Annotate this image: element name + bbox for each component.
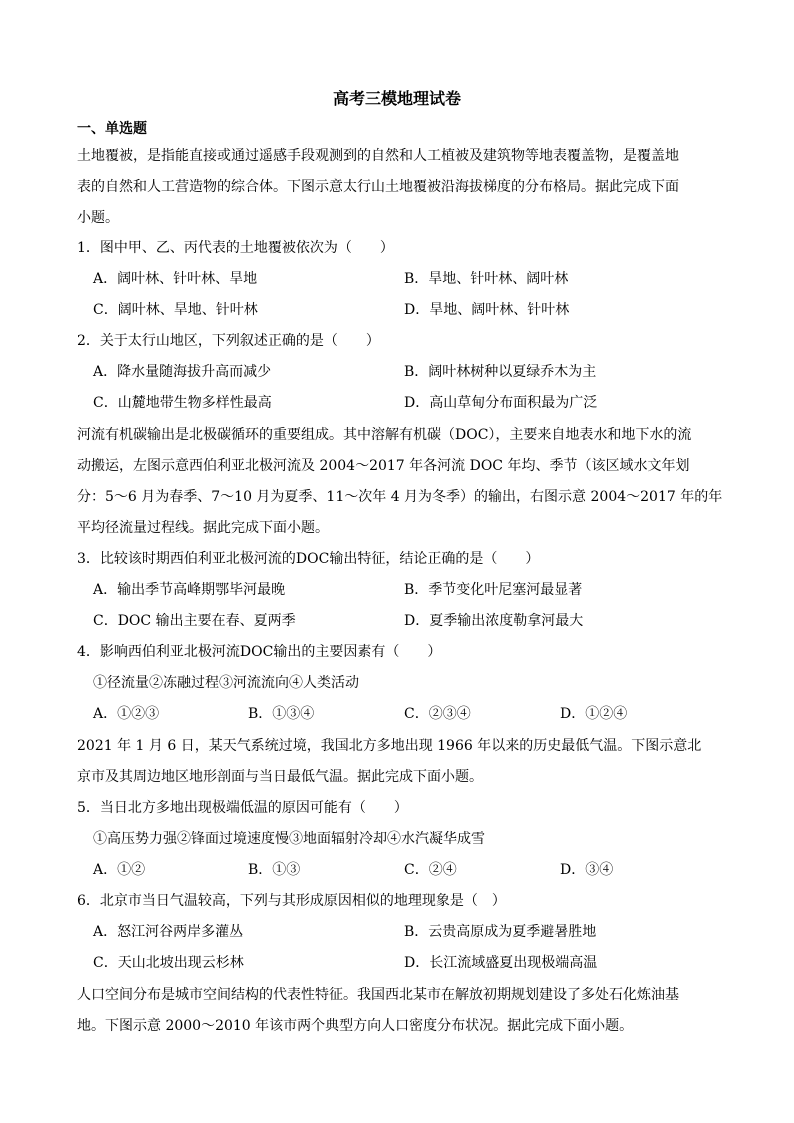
question-3-stem: 3．比较该时期西伯利亚北极河流的DOC输出特征，结论正确的是（ ）: [77, 551, 540, 567]
passage-line: 土地覆被，是指能直接或通过遥感手段观测到的自然和人工植被及建筑物等地表覆盖物，是覆盖地: [77, 148, 679, 164]
q6-option-c[interactable]: C．天山北坡出现云杉林: [93, 955, 244, 971]
passage-line: 河流有机碳输出是北极碳循环的重要组成。其中溶解有机碳（DOC），主要来自地表水和地下水的流: [77, 427, 692, 443]
passage-line: 分：5～6 月为春季、7～10 月为夏季、11～次年 4 月为冬季）的输出，右图示意 2004～2017 年的年: [77, 489, 723, 505]
question-4-stem: 4．影响西伯利亚北极河流DOC输出的主要因素有（ ）: [77, 644, 442, 660]
q5-option-d[interactable]: D．③④: [560, 862, 614, 878]
q4-option-a[interactable]: A．①②③: [93, 706, 160, 722]
question-2-stem: 2．关于太行山地区，下列叙述正确的是（ ）: [77, 333, 380, 349]
passage-line: 平均径流量过程线。据此完成下面小题。: [77, 520, 329, 536]
q6-option-a[interactable]: A．怒江河谷两岸多灌丛: [93, 924, 244, 940]
q1-option-a[interactable]: A．阔叶林、针叶林、旱地: [93, 271, 258, 287]
passage-line: 表的自然和人工营造物的综合体。下图示意太行山土地覆被沿海拔梯度的分布格局。据此完成下面: [77, 179, 679, 195]
q3-option-a[interactable]: A．输出季节高峰期鄂毕河最晚: [93, 582, 286, 598]
q1-option-b[interactable]: B．旱地、针叶林、阔叶林: [404, 271, 569, 287]
q1-option-c[interactable]: C．阔叶林、旱地、针叶林: [93, 302, 258, 318]
question-6-stem: 6．北京市当日气温较高，下列与其形成原因相似的地理现象是（ ）: [77, 893, 506, 909]
q5-option-c[interactable]: C．②④: [404, 862, 457, 878]
passage-line: 2021 年 1 月 6 日，某天气系统过境，我国北方多地出现 1966 年以来的历史最低气温。下图示意北: [77, 738, 702, 754]
q4-option-b[interactable]: B．①③④: [248, 706, 315, 722]
q6-option-b[interactable]: B．云贵高原成为夏季避暑胜地: [404, 924, 597, 940]
q5-option-b[interactable]: B．①③: [248, 862, 301, 878]
q6-option-d[interactable]: D．长江流域盛夏出现极端高温: [404, 955, 598, 971]
question-5-stem: 5．当日北方多地出现极端低温的原因可能有（ ）: [77, 800, 408, 816]
q4-option-c[interactable]: C．②③④: [404, 706, 471, 722]
passage-line: 京市及其周边地区地形剖面与当日最低气温。据此完成下面小题。: [77, 769, 483, 785]
q5-option-a[interactable]: A．①②: [93, 862, 146, 878]
passage-line: 动搬运，左图示意西伯利亚北极河流及 2004～2017 年各河流 DOC 年均、季节（该区域水文年划: [77, 458, 690, 474]
q2-option-d[interactable]: D．高山草甸分布面积最为广泛: [404, 395, 598, 411]
q3-option-c[interactable]: C．DOC 输出主要在春、夏两季: [93, 613, 296, 629]
section-heading: 一、单选题: [77, 121, 147, 137]
q3-option-b[interactable]: B．季节变化叶尼塞河最显著: [404, 582, 583, 598]
q3-option-d[interactable]: D．夏季输出浓度勒拿河最大: [404, 613, 584, 629]
page-title: 高考三模地理试卷: [332, 89, 461, 108]
q1-option-d[interactable]: D．旱地、阔叶林、针叶林: [404, 302, 570, 318]
q5-items: ①高压势力强②锋面过境速度慢③地面辐射冷却④水汽凝华成雪: [93, 831, 485, 847]
passage-line: 人口空间分布是城市空间结构的代表性特征。我国西北某市在解放初期规划建设了多处石化炼油基: [77, 987, 679, 1003]
q4-items: ①径流量②冻融过程③河流流向④人类活动: [93, 675, 359, 691]
q2-option-a[interactable]: A．降水量随海拔升高而减少: [93, 364, 272, 380]
passage-line: 小题。: [77, 210, 119, 226]
q2-option-c[interactable]: C．山麓地带生物多样性最高: [93, 395, 272, 411]
q4-option-d[interactable]: D．①②④: [560, 706, 628, 722]
passage-line: 地。下图示意 2000～2010 年该市两个典型方向人口密度分布状况。据此完成下面小题。: [77, 1018, 634, 1034]
q2-option-b[interactable]: B．阔叶林树种以夏绿乔木为主: [404, 364, 597, 380]
question-1-stem: 1．图中甲、乙、丙代表的土地覆被依次为（ ）: [77, 240, 394, 256]
